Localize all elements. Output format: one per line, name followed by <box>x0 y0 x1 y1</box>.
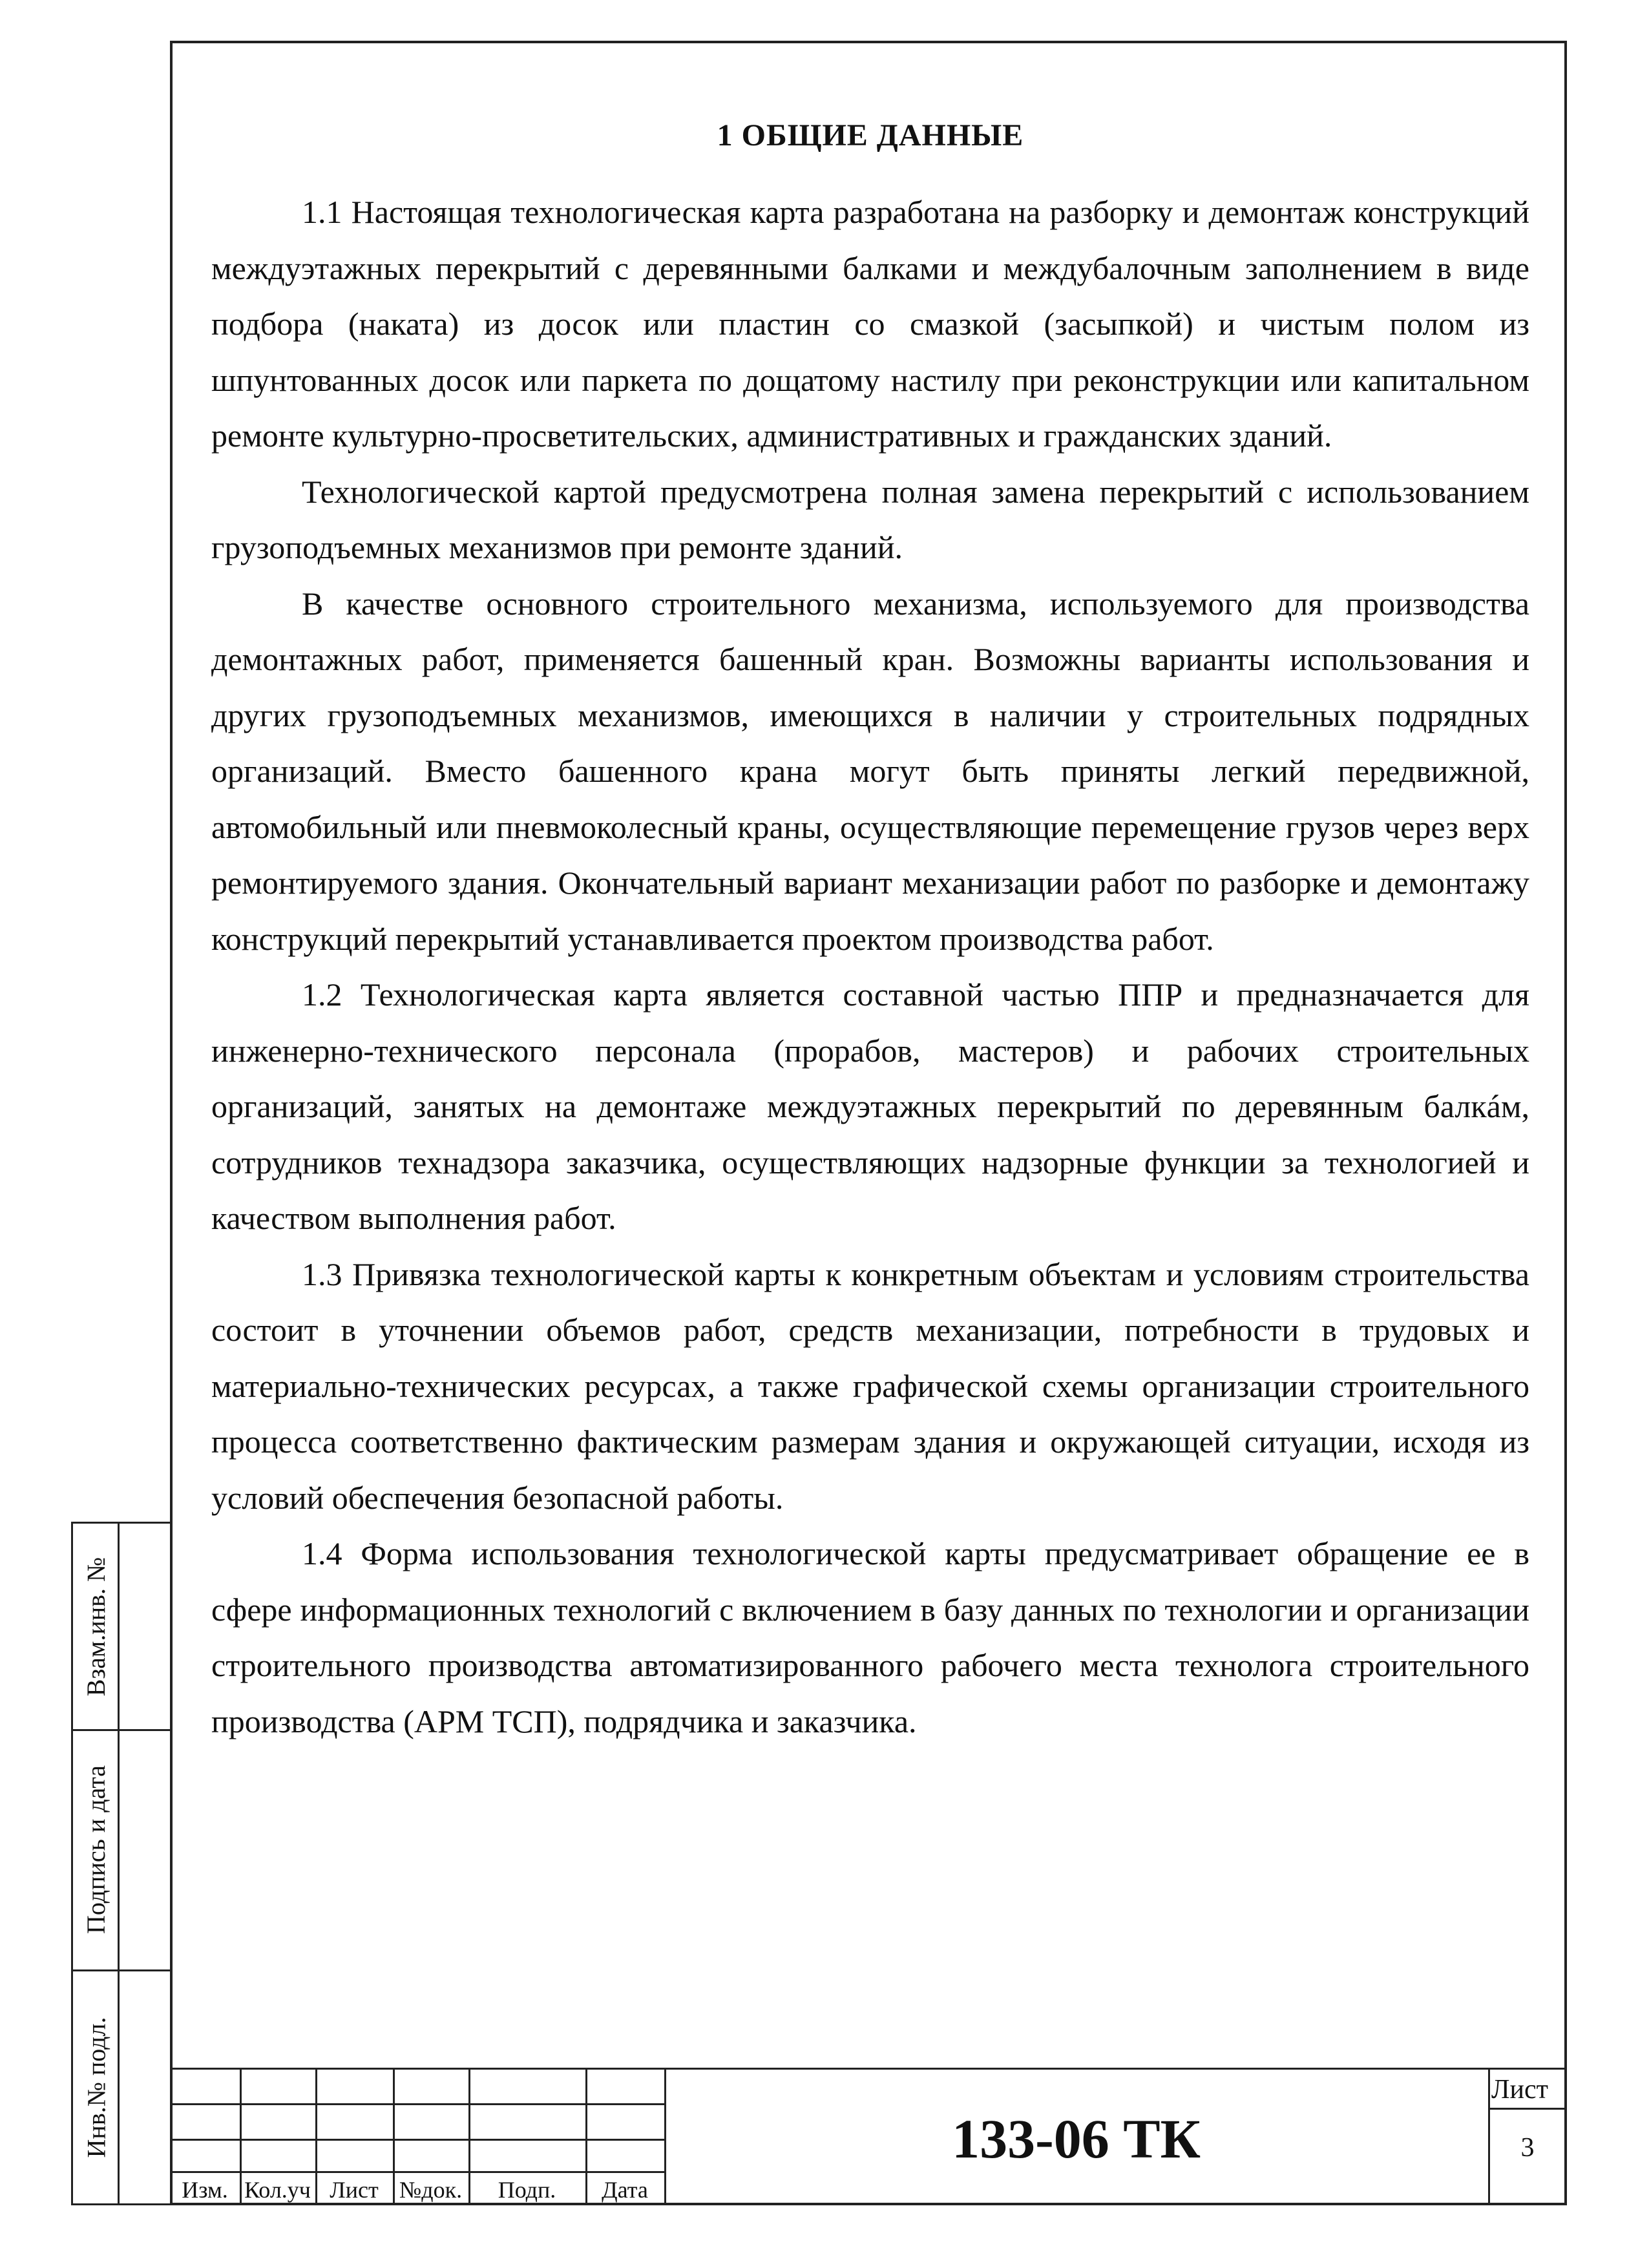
section-heading: 1 ОБЩИЕ ДАННЫЕ <box>717 118 1024 152</box>
col-label-podp: Подп. <box>498 2177 556 2203</box>
document-code: 133-06 ТК <box>952 2108 1201 2170</box>
title-block-row-line <box>170 2103 664 2105</box>
paragraph-mechanism: В качестве основного строительного механизма, используемого для производства демонтажных работ, применяется башенный кран. Возможны варианты использования и других грузоподъемных механизмов, имеющихся в наличии у строительных подрядных организаций. Вместо башенного крана могут быть приняты легкий передвижной, автомобильный или пневмоколесный краны, осуществляющие перемещение грузов через верх ремонтируемого здания. Окончательный вариант механизации работ по разборке и демонтажу конструкций перекрытий устанавливается проектом производства работ. <box>211 585 1529 957</box>
drawing-frame <box>170 41 1567 2205</box>
replace-inv-label: Взам.инв. № <box>81 1557 111 1696</box>
paragraph-1-1: 1.1 Настоящая технологическая карта разработана на разборку и демонтаж конструкций междуэтажных перекрытий с деревянными балками и междубалочным заполнением в виде подбора (наката) из досок или пластин со смазкой (засыпкой) и чистым полом из шпунтованных досок или паркета по дощатому настилу при реконструкции или капитальном ремонте культурно-просветительских, административных и гражданских зданий. <box>211 194 1529 454</box>
paragraph-scope: Технологической картой предусмотрена полная замена перекрытий с использованием грузоподъемных механизмов при ремонте зданий. <box>211 473 1529 565</box>
col-label-izm: Изм. <box>182 2177 228 2203</box>
title-block-row-line <box>170 2171 664 2173</box>
title-block-top-line <box>170 2068 1567 2070</box>
sheet-label: Лист <box>1491 2075 1548 2105</box>
signature-date-label: Подпись и дата <box>81 1765 111 1934</box>
title-block <box>170 2068 1567 2205</box>
inv-original-label: Инв.№ подл. <box>81 2017 111 2158</box>
col-label-data: Дата <box>602 2177 648 2203</box>
paragraph-1-4: 1.4 Форма использования технологической карты предусматривает обращение ее в сфере информационных технологий с включением в базу данных по технологии и организации строительного производства автоматизированного рабочего места технолога строительного производства (АРМ ТСП), подрядчика и заказчика. <box>211 1535 1529 1739</box>
title-block-row-line <box>1488 2108 1567 2110</box>
col-label-ndok: №док. <box>399 2177 463 2203</box>
paragraph-1-3: 1.3 Привязка технологической карты к конкретным объектам и условиям строительства состоит в уточнении объемов работ, средств механизации, потребности в трудовых и материально-технических ресурсах, а также графической схемы организации строительного процесса соответственно фактическим размерам здания и окружающей ситуации, исходя из условий обеспечения безопасной работы. <box>211 1255 1529 1516</box>
col-label-kol-uch: Кол.уч <box>244 2177 311 2203</box>
col-label-list: Лист <box>330 2177 379 2203</box>
sheet-number: 3 <box>1520 2133 1535 2163</box>
paragraph-1-2: 1.2 Технологическая карта является составной частью ППР и предназначается для инженерно-технического персонала (прорабов, мастеров) и рабочих строительных организаций, занятых на демонтаже междуэтажных перекрытий по деревянным балкáм, сотрудников технадзора заказчика, осуществляющих надзорные функции за технологией и качеством выполнения работ. <box>211 976 1529 1236</box>
side-stamp <box>71 1522 170 2205</box>
title-block-row-line <box>170 2139 664 2141</box>
page-content <box>211 118 1529 1749</box>
